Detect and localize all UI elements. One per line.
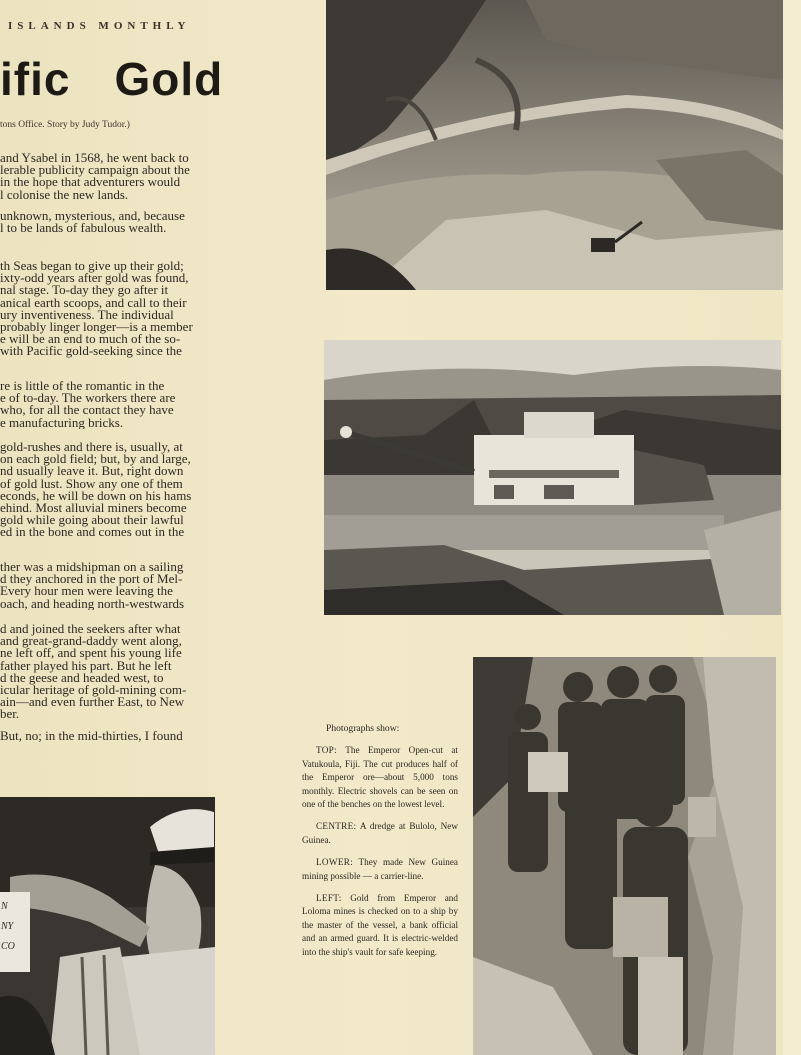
caption-left: LEFT: Gold from Emperor and Loloma mines is checked on to a ship by the master of the vessel, a bank official and an armed guard. It is electric-welded into the ship's vault for safe keeping. — [302, 893, 458, 957]
photo-carrier-line — [473, 657, 776, 1055]
photo-dredge — [324, 340, 781, 615]
caption-centre: CENTRE: A dredge at Bulolo, New Guinea. — [302, 821, 458, 845]
caption-lower: LOWER: They made New Guinea mining possible — a carrier-line. — [302, 857, 458, 881]
captions-heading: Photographs show: — [326, 723, 400, 734]
photo-captions — [302, 722, 458, 968]
paragraph: unknown, mysterious, and, because l to be lands of fabulous wealth. — [0, 210, 185, 235]
title-word-2: Gold — [114, 53, 224, 105]
paragraph: gold-rushes and there is, usually, at on each gold field; but, by and large, nd usually leave it. But, right down of gold lust. Show any one of them econds, he will be down on his hams ehind. Most alluvial miners become gold while going about their lawful ed in the bone and comes out in the — [0, 441, 192, 539]
photo-gold-shipment — [0, 797, 215, 1055]
caption-top: TOP: The Emperor Open-cut at Vatukoula, Fiji. The cut produces half of the Emperor ore—about 5,000 tons monthly. Electric shovels can be seen on one of the benches on the lowest level. — [302, 745, 458, 810]
paragraph: and Ysabel in 1568, he went back to lerable publicity campaign about the in the hope that adventurers would l colonise the new lands. — [0, 152, 190, 201]
title-word-1: ific — [0, 53, 71, 105]
photo-open-cut-mine — [326, 0, 783, 290]
photo-sign-text: N NY CO — [1, 901, 15, 952]
page-title — [0, 52, 223, 106]
article-body — [0, 152, 232, 752]
paragraph: th Seas began to give up their gold; ixty-odd years after gold was found, nal stage. To-day they go after it anical earth scoops, and call to their ury inventiveness. The individual probably linger longer—is a member e will be an end to much of the so- with Pacific gold-seeking since the — [0, 260, 193, 358]
masthead: ISLANDS MONTHLY — [8, 20, 191, 32]
paragraph: But, no; in the mid-thirties, I found — [0, 730, 183, 743]
page-edge — [783, 0, 801, 1055]
paragraph: re is little of the romantic in the e of to-day. The workers there are who, for all the contact they have e manufacturing bricks. — [0, 380, 176, 429]
paragraph: d and joined the seekers after what and great-grand-daddy went along, ne left off, and spent his young life father played his part. But he left d the geese and headed west, to icular heritage of gold-mining com- ain—and even further East, to New ber. — [0, 623, 187, 721]
paragraph: ther was a midshipman on a sailing d they anchored in the port of Mel- Every hour men were leaving the oach, and heading north-westwards — [0, 561, 185, 610]
byline: tons Office. Story by Judy Tudor.) — [0, 120, 130, 130]
